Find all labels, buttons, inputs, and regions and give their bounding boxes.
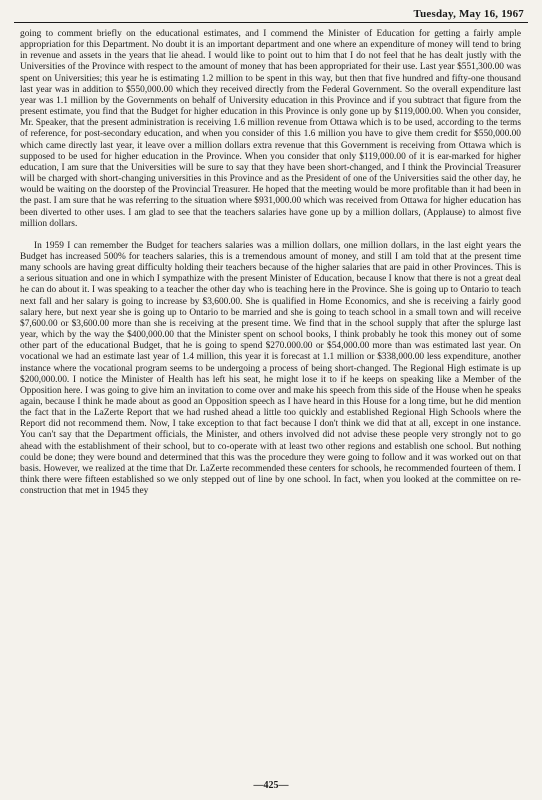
header-rule bbox=[14, 22, 528, 23]
paragraph: going to comment briefly on the educational estimates, and I commend the Minister of Education for getting a fairly ample appropriation for this Department. No doubt it is an important department and one where an expenditure of money will tend to bring in revenue and assets in the years that lie ahead. I would like to point out to him that I do not feel that he has dealt justly with the Universities of the Province with respect to the amount of money that has been appropriated for their use. Last year $551,300.00 was spent on Universities; this year he is estimating 1.2 million to be spent in this way, but then that five hundred and fifty-one thousand last year was in addition to $550,000.00 which they received directly from the Federal Government. So the overall expenditure last year was 1.1 million by the Governments on behalf of University education in this Province and if you subtract that figure from the present estimate, you find that the Budget for higher education in this Province is only gone up by $119,000.00. When you consider, Mr. Speaker, that the present administration is receiving 1.6 million revenue from Ottawa which is to be used, according to the terms of reference, for post-secondary education, and when you consider of this 1.6 million you have to give them credit for $550,000.00 which came directly last year, it leave over a million dollars extra revenue that this Government is receiving from Ottawa which is supposed to be used for higher education in the Province. When you consider that only $119,000.00 of it is ear-marked for higher education, I am sure that the Universities will be sure to say that they have been short-changed, and I think the Provincial Treasurer will be charged with short-changing universities in this Province and as the President of one of the Universities said the other day, he would be waiting on the doorstep of the Provincial Treasurer. He hoped that the meeting would be more profitable than it had been in the past. I am sure that he was referring to the situation where $931,000.00 which was received from Ottawa for higher education has been diverted to other uses. I am glad to see that the teachers salaries have gone up by a million dollars, (Applause) to almost five million dollars. bbox=[20, 29, 521, 229]
paragraph: In 1959 I can remember the Budget for teachers salaries was a million dollars, one million dollars, in the last eight years the Budget has increased 500% for teachers salaries, this is a tremendous amount of money, and still I am told that at the present time many schools are having great difficulty holding their teachers because of the higher salaries that are paid in other Provinces. This is a serious situation and one in which I sympathize with the present Minister of Education, because I know that there is not a great deal he can do about it. I was speaking to a teacher the other day who is teaching here in the Province. She is going up to Ontario to teach next fall and her salary is going to increase by $3,600.00. She is qualified in Home Economics, and she is receiving a fairly good salary here, but next year she is going up to Ontario to be married and she is going to teach school in a small town and will receive $7,600.00 or $3,600.00 more than she is receiving at the present time. We find that in the school supply that after the splurge last year, which by the way the $400,000.00 that the Minister spent on school books, I think probably he took this money out of some other part of the educational Budget, that he is going to spend $270.000.00 or $54,000.00 more than was estimated last year. On vocational we had an estimate last year of 1.4 million, this year it is forecast at 1.1 million or $338,000.00 less expenditure, another instance where the vocational program seems to be undergoing a process of being short-changed. The Regional High estimate is up $200,000.00. I notice the Minister of Health has left his seat, he might lose it to if he keeps on speaking like a Member of the Opposition here. I was going to give him an invitation to come over and make his speech from this side of the House when he speaks again, because I think he made about as good an Opposition speech as I have heard in this House for a long time, but he did mention the fact that in the LaZerte Report that we had rushed ahead a little too quickly and established Regional High Schools where the Report did not recommend them. Now, I take exception to that fact because I don't think we did that at all, except in one instance. You can't say that the Department officials, the Minister, and others involved did not advise these people very strongly not to go ahead with the establishment of their school, but to co-operate with at least two other regions and establish one school. But nothing could be done; they were bound and determined that this was the procedure they were going to follow and it was worked out on that basis. However, we realized at the time that Dr. LaZerte recommended these centers for schools, he recommended fourteen of them. I think there were fifteen established so we only stepped out of line by one school. In fact, when you looked at the committee on re-construction that met in 1945 they bbox=[20, 240, 521, 497]
header-date: Tuesday, May 16, 1967 bbox=[413, 8, 524, 20]
page-header bbox=[14, 6, 528, 22]
body-text bbox=[20, 29, 521, 497]
page-number: —425— bbox=[253, 780, 289, 791]
